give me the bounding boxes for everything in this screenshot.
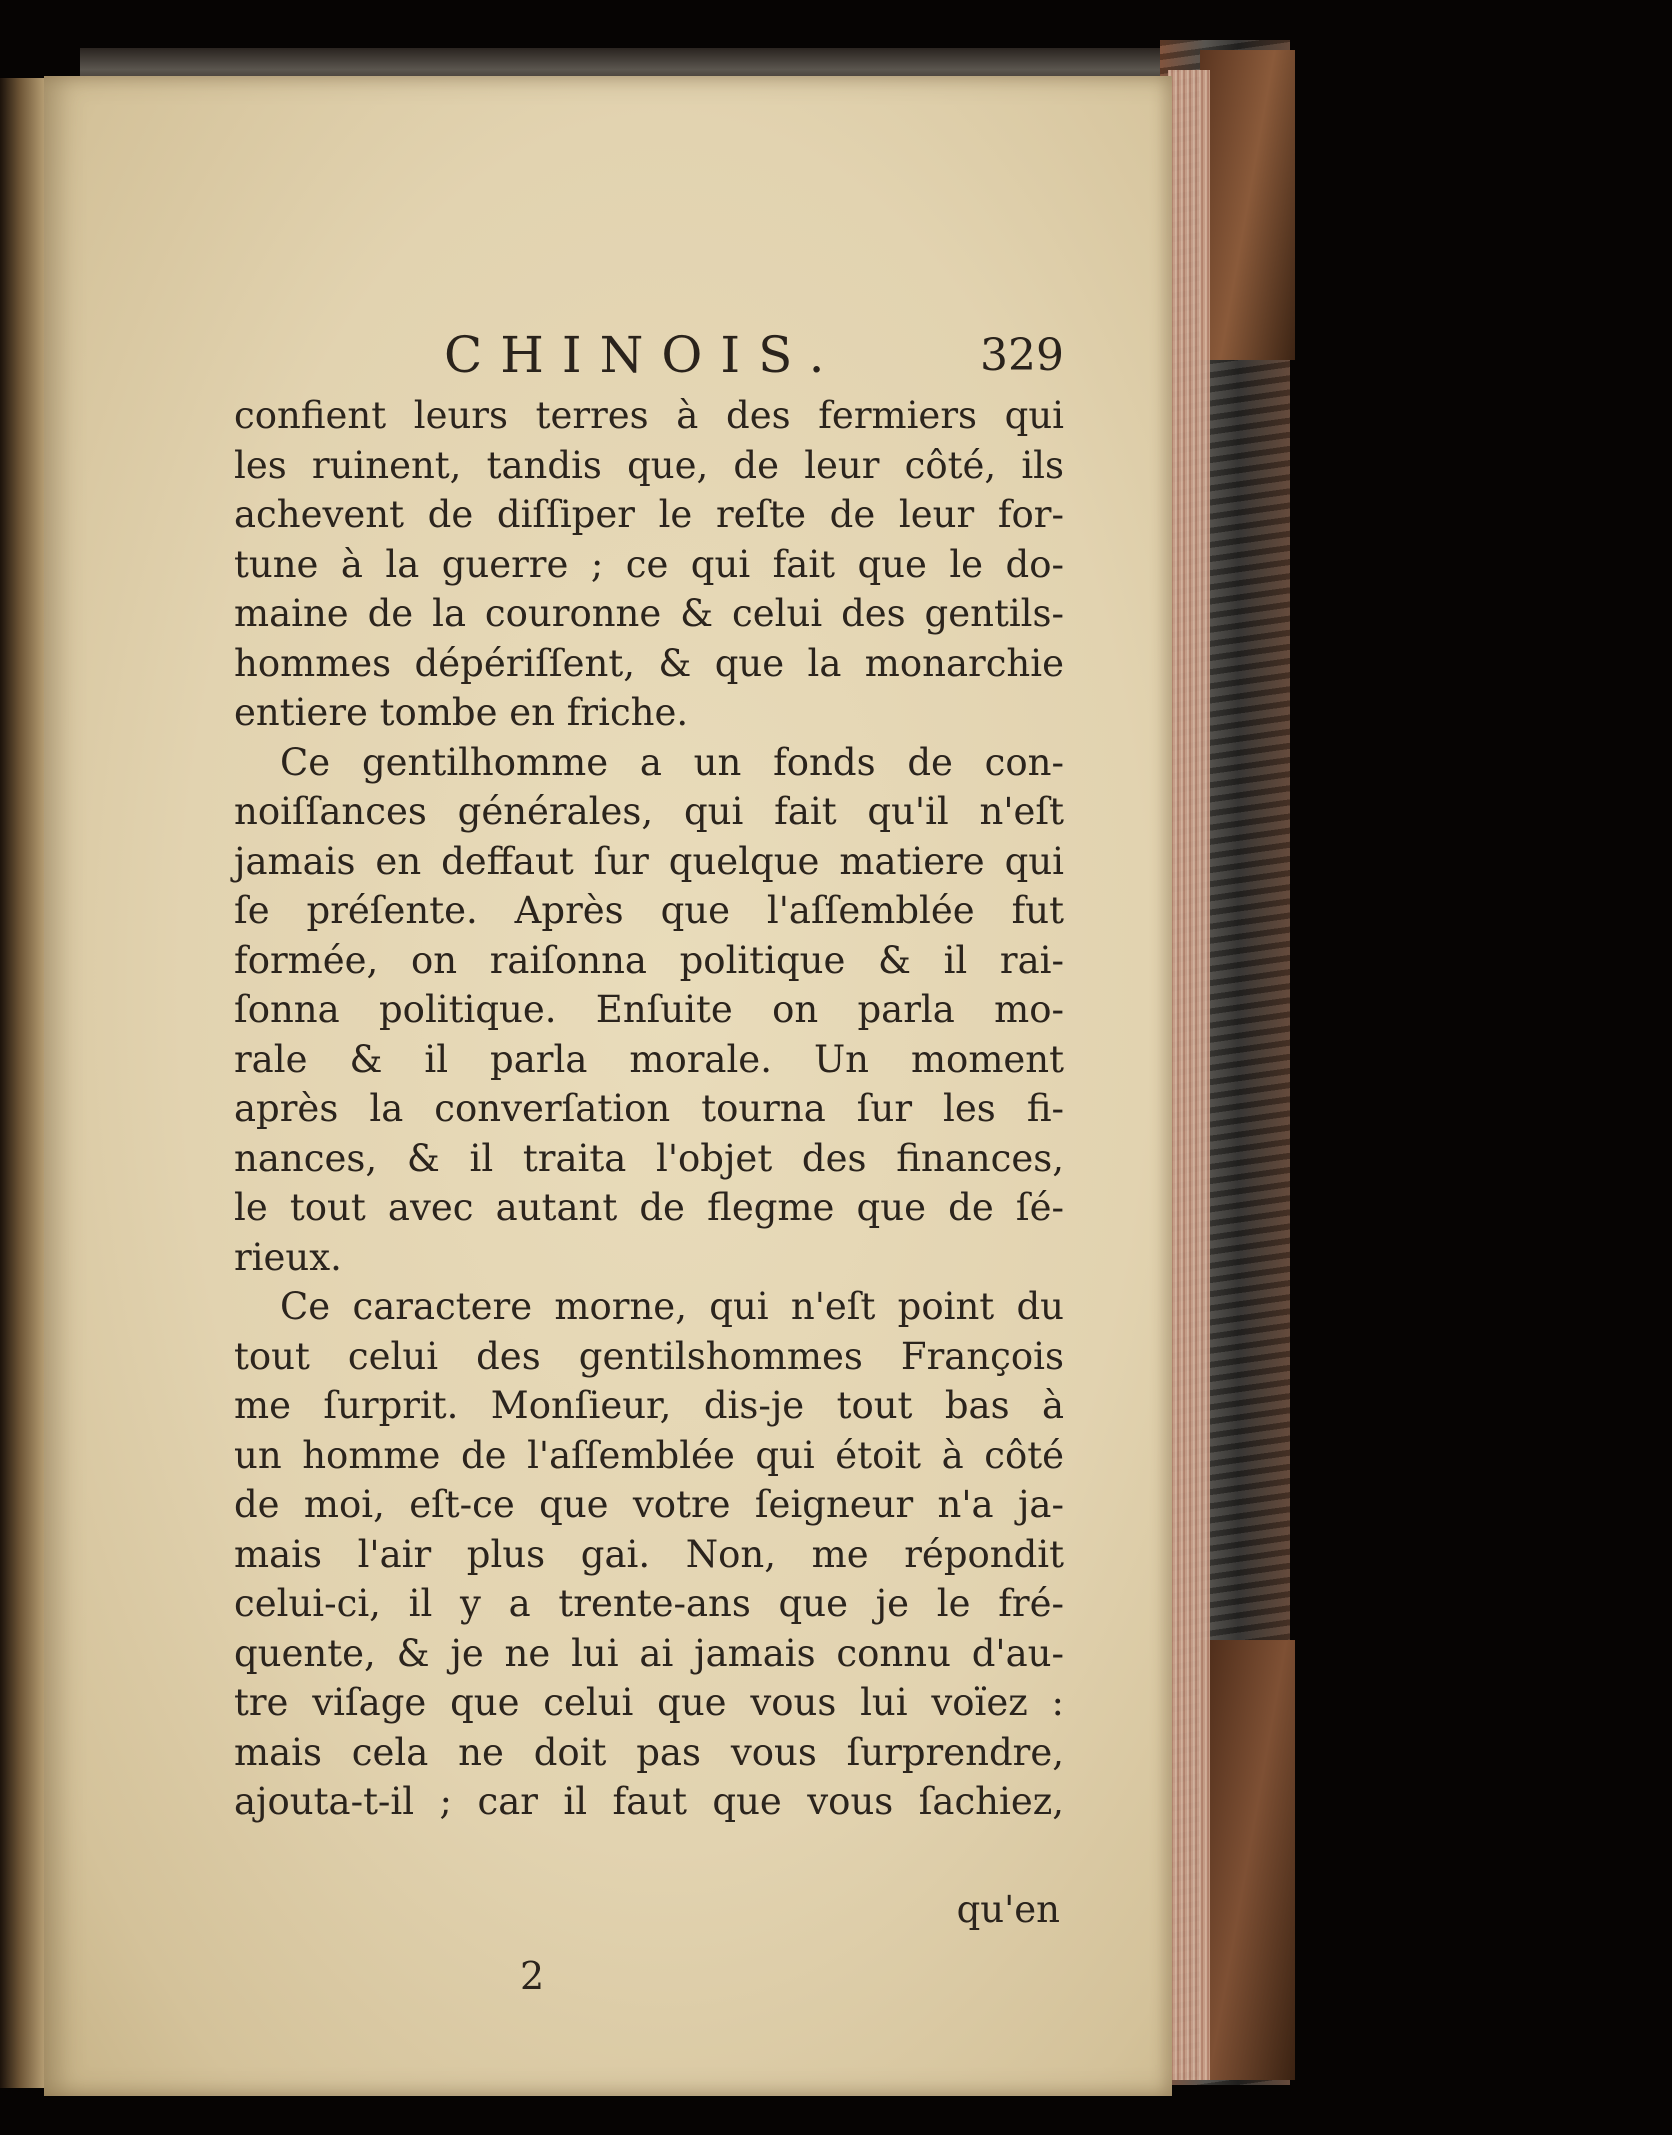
book-page: [44, 76, 1172, 2096]
text-line: mais l'air plus gai. Non, me répondit: [234, 1532, 1064, 1576]
text-line: achevent de diſſiper le reſte de leur for-: [234, 493, 1064, 536]
text-line: tune à la guerre ; ce qui fait que le do-: [234, 542, 1064, 586]
text-line: mais cela ne doit pas vous ſurprendre,: [234, 1730, 1064, 1774]
text-line: celui-ci, il y a trente-ans que je le fré-: [234, 1582, 1064, 1625]
text-line: me ſurprit. Monſieur, dis-je tout bas à: [234, 1384, 1064, 1427]
catchword: qu'en: [956, 1888, 1060, 1931]
text-line: confient leurs terres à des fermiers qui: [234, 394, 1064, 437]
page-edges-red: [1168, 70, 1210, 2080]
text-line: de moi, eſt-ce que votre ſeigneur n'a ja-: [234, 1483, 1064, 1526]
text-line: rale & il parla morale. Un moment: [234, 1037, 1064, 1081]
text-line: les ruinent, tandis que, de leur côté, ils: [234, 443, 1064, 487]
previous-page-edge: [0, 78, 46, 2088]
text-line: noiſſances générales, qui fait qu'il n'eſt: [234, 790, 1064, 833]
text-line: rieux.: [234, 1235, 342, 1279]
text-line: ajouta-t-il ; car il faut que vous ſachiez,: [234, 1780, 1064, 1823]
text-line: ſonna politique. Enſuite on parla mo-: [234, 988, 1064, 1031]
text-line: hommes dépériſſent, & que la monarchie: [234, 641, 1064, 685]
text-line-paragraph-start: Ce gentilhomme a un fonds de con-: [280, 740, 1064, 784]
text-line: nances, & il traita l'objet des finances,: [234, 1136, 1064, 1180]
book-cover-leather-corner-bottom: [1200, 1640, 1295, 2080]
text-line-paragraph-start: Ce caractere morne, qui n'eſt point du: [280, 1285, 1064, 1328]
text-line: maine de la couronne & celui des gentils-: [234, 592, 1064, 635]
text-line: après la converſation tourna ſur les fi-: [234, 1087, 1064, 1130]
text-line: jamais en deffaut ſur quelque matiere qui: [234, 839, 1064, 883]
page-number: 329: [980, 330, 1064, 381]
text-line: un homme de l'aſſemblée qui étoit à côté: [234, 1433, 1064, 1477]
text-line: tout celui des gentilshommes François: [234, 1334, 1064, 1378]
body-text: [234, 391, 1064, 1827]
text-line: tre viſage que celui que vous lui voïez :: [234, 1681, 1064, 1724]
running-head: [444, 326, 1084, 390]
book-cover-leather-corner-top: [1200, 50, 1295, 360]
text-line: le tout avec autant de flegme que de ſé-: [234, 1186, 1064, 1229]
running-title: CHINOIS.: [444, 326, 843, 384]
text-line: quente, & je ne lui ai jamais connu d'au-: [234, 1631, 1064, 1675]
text-line: entiere tombe en friche.: [234, 691, 689, 734]
text-line: formée, on raiſonna politique & il rai-: [234, 938, 1064, 982]
text-line: ſe préſente. Après que l'aſſemblée fut: [234, 889, 1064, 932]
signature-mark: 2: [520, 1954, 545, 1998]
